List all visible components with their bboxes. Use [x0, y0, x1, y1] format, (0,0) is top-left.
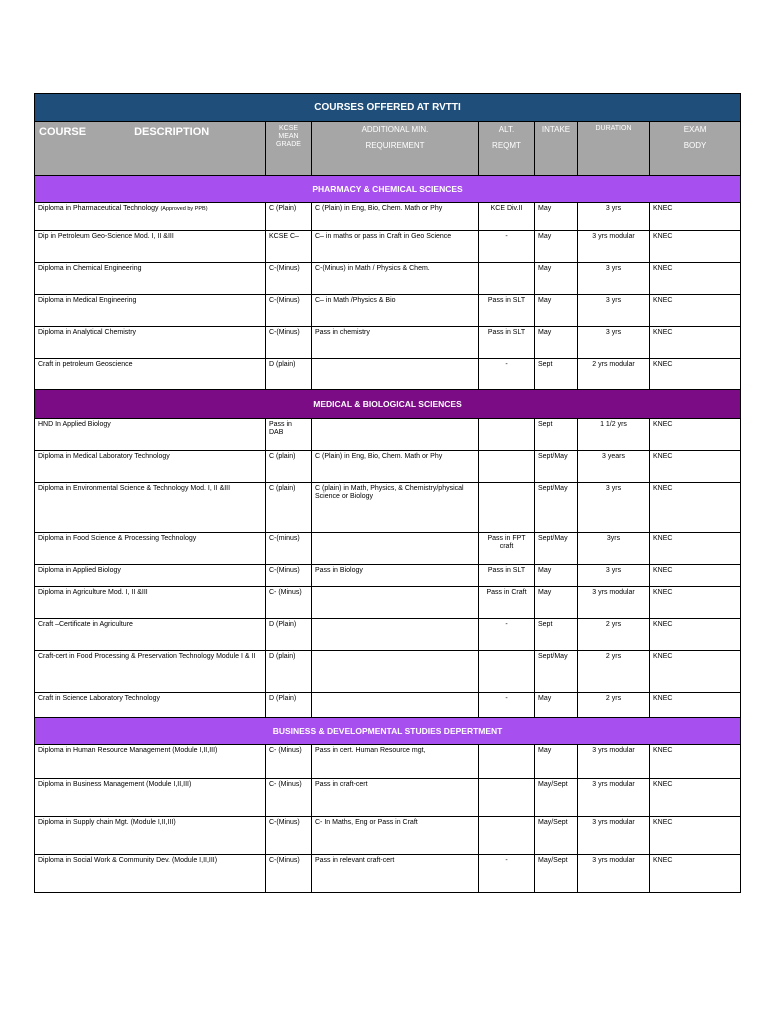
exam-body-text: KNEC: [653, 781, 673, 788]
additional-requirement-cell: [312, 619, 479, 651]
course-cell: [35, 651, 266, 693]
alt-requirement-text: Pass in SLT: [487, 567, 526, 574]
course-cell: [35, 295, 266, 327]
kcse-grade-text: KCSE C–: [269, 233, 299, 240]
course-text: HND In Applied Biology: [38, 421, 111, 428]
table-row: [35, 327, 741, 359]
table-row: [35, 533, 741, 565]
kcse-grade-cell: [266, 565, 312, 587]
kcse-grade-cell: [266, 651, 312, 693]
alt-requirement-cell: [479, 231, 535, 263]
course-cell: [35, 533, 266, 565]
intake-text: May: [538, 747, 552, 754]
kcse-grade-cell: [266, 779, 312, 817]
exam-body-text: KNEC: [653, 535, 673, 542]
exam-body-cell: [650, 693, 741, 718]
course-cell: [35, 587, 266, 619]
course-cell: [35, 779, 266, 817]
exam-body-cell: [650, 231, 741, 263]
intake-cell: [535, 533, 578, 565]
course-cell: [35, 693, 266, 718]
intake-cell: [535, 231, 578, 263]
duration-text: 3 yrs: [605, 265, 622, 272]
kcse-grade-text: C-(Minus): [269, 819, 300, 826]
header-additional-line1: ADDITIONAL MIN.: [361, 125, 429, 134]
header-additional-requirement: [312, 122, 479, 176]
exam-body-cell: [650, 203, 741, 231]
column-header-row: [35, 122, 741, 176]
header-exam-body: [650, 122, 741, 176]
alt-requirement-cell: [479, 203, 535, 231]
courses-table-body: [35, 176, 741, 893]
additional-requirement-text: Pass in cert. Human Resource mgt,: [315, 747, 426, 754]
duration-text: 2 yrs modular: [592, 361, 635, 368]
intake-text: May: [538, 329, 552, 336]
table-row: [35, 359, 741, 390]
additional-requirement-text: Pass in relevant craft-cert: [315, 857, 395, 864]
table-row: [35, 745, 741, 779]
kcse-grade-text: C-(Minus): [269, 329, 300, 336]
additional-requirement-text: C- In Maths, Eng or Pass in Craft: [315, 819, 418, 826]
section-header-row: [35, 390, 741, 419]
exam-body-cell: [650, 451, 741, 483]
additional-requirement-cell: [312, 295, 479, 327]
additional-requirement-text: Pass in Biology: [315, 567, 363, 574]
additional-requirement-cell: [312, 483, 479, 533]
duration-text: 3 yrs modular: [592, 819, 635, 826]
course-text: Diploma in Agriculture Mod. I, II &III: [38, 589, 148, 596]
exam-body-cell: [650, 327, 741, 359]
additional-requirement-text: C– in Math /Physics & Bio: [315, 297, 396, 304]
kcse-grade-text: C- (Minus): [269, 747, 302, 754]
additional-requirement-cell: [312, 231, 479, 263]
intake-text: May: [538, 297, 552, 304]
intake-cell: [535, 263, 578, 295]
course-text: Diploma in Medical Laboratory Technology: [38, 453, 170, 460]
alt-requirement-text: -: [505, 695, 508, 702]
intake-cell: [535, 855, 578, 893]
exam-body-text: KNEC: [653, 329, 673, 336]
course-cell: [35, 359, 266, 390]
course-text: Craft –Certificate in Agriculture: [38, 621, 133, 628]
course-text: Diploma in Supply chain Mgt. (Module I,II,III): [38, 819, 176, 826]
exam-body-cell: [650, 295, 741, 327]
kcse-grade-text: C (Plain): [269, 205, 297, 212]
additional-requirement-text: Pass in craft-cert: [315, 781, 368, 788]
alt-requirement-text: Pass in SLT: [487, 297, 526, 304]
exam-body-cell: [650, 359, 741, 390]
course-cell: [35, 565, 266, 587]
exam-body-text: KNEC: [653, 621, 673, 628]
exam-body-cell: [650, 779, 741, 817]
additional-requirement-cell: [312, 359, 479, 390]
table-row: [35, 203, 741, 231]
kcse-grade-cell: [266, 359, 312, 390]
kcse-grade-text: C-(Minus): [269, 265, 300, 272]
kcse-grade-cell: [266, 263, 312, 295]
intake-text: May: [538, 233, 552, 240]
duration-text: 3yrs: [606, 535, 621, 542]
duration-text: 3 yrs modular: [592, 781, 635, 788]
exam-body-text: KNEC: [653, 265, 673, 272]
course-text: Diploma in Food Science & Processing Technology: [38, 535, 197, 542]
exam-body-text: KNEC: [653, 233, 673, 240]
intake-text: Sept/May: [538, 485, 568, 492]
duration-cell: [578, 231, 650, 263]
exam-body-text: KNEC: [653, 361, 673, 368]
courses-document: [34, 93, 740, 893]
table-row: [35, 565, 741, 587]
header-intake: INTAKE: [535, 122, 578, 176]
additional-requirement-cell: [312, 451, 479, 483]
kcse-grade-text: C-(Minus): [269, 297, 300, 304]
exam-body-text: KNEC: [653, 819, 673, 826]
course-note: (Approved by PPB): [160, 206, 208, 212]
additional-requirement-cell: [312, 817, 479, 855]
alt-requirement-cell: [479, 263, 535, 295]
table-row: [35, 263, 741, 295]
course-cell: [35, 327, 266, 359]
courses-table: [34, 93, 741, 893]
duration-text: 3 yrs modular: [592, 747, 635, 754]
intake-text: May: [538, 205, 552, 212]
duration-text: 3 years: [602, 453, 625, 460]
exam-body-cell: [650, 263, 741, 295]
kcse-grade-cell: [266, 587, 312, 619]
alt-requirement-cell: [479, 419, 535, 451]
alt-requirement-text: Pass in FPT craft: [487, 535, 526, 550]
additional-requirement-cell: [312, 745, 479, 779]
table-row: [35, 817, 741, 855]
alt-requirement-text: -: [505, 233, 508, 240]
alt-requirement-text: -: [505, 361, 508, 368]
kcse-grade-text: C-(Minus): [269, 857, 300, 864]
duration-cell: [578, 203, 650, 231]
kcse-grade-text: Pass in DAB: [269, 421, 292, 436]
header-alt-requirement: [479, 122, 535, 176]
additional-requirement-cell: [312, 327, 479, 359]
table-row: [35, 295, 741, 327]
duration-cell: [578, 693, 650, 718]
section-title: BUSINESS & DEVELOPMENTAL STUDIES DEPERTMENT: [35, 718, 741, 745]
course-cell: [35, 451, 266, 483]
duration-cell: [578, 651, 650, 693]
additional-requirement-cell: [312, 855, 479, 893]
additional-requirement-cell: [312, 565, 479, 587]
alt-requirement-cell: [479, 619, 535, 651]
section-title: PHARMACY & CHEMICAL SCIENCES: [35, 176, 741, 203]
intake-text: May/Sept: [538, 819, 568, 826]
course-text: Diploma in Business Management (Module I,II,III): [38, 781, 192, 788]
additional-requirement-text: C-(Minus) in Math / Physics & Chem.: [315, 265, 430, 272]
duration-cell: [578, 295, 650, 327]
exam-body-text: KNEC: [653, 695, 673, 702]
table-row: [35, 619, 741, 651]
duration-cell: [578, 533, 650, 565]
intake-cell: [535, 587, 578, 619]
duration-text: 3 yrs: [605, 485, 622, 492]
section-title: MEDICAL & BIOLOGICAL SCIENCES: [35, 390, 741, 419]
intake-cell: [535, 565, 578, 587]
alt-requirement-cell: [479, 855, 535, 893]
course-cell: [35, 619, 266, 651]
course-cell: [35, 263, 266, 295]
kcse-grade-text: C- (Minus): [269, 781, 302, 788]
intake-cell: [535, 359, 578, 390]
alt-requirement-text: KCE Div.II: [490, 205, 523, 212]
kcse-grade-cell: [266, 451, 312, 483]
exam-body-text: KNEC: [653, 297, 673, 304]
header-exam-line2: BODY: [683, 141, 707, 150]
duration-cell: [578, 779, 650, 817]
additional-requirement-text: C– in maths or pass in Craft in Geo Science: [315, 233, 452, 240]
intake-text: Sept/May: [538, 453, 568, 460]
intake-cell: [535, 745, 578, 779]
alt-requirement-cell: [479, 483, 535, 533]
exam-body-text: KNEC: [653, 653, 673, 660]
intake-text: May: [538, 265, 552, 272]
header-course-label: COURSE: [39, 126, 87, 138]
duration-cell: [578, 263, 650, 295]
additional-requirement-cell: [312, 263, 479, 295]
kcse-grade-cell: [266, 231, 312, 263]
section-header-row: [35, 718, 741, 745]
intake-cell: [535, 651, 578, 693]
alt-requirement-cell: [479, 451, 535, 483]
table-row: [35, 693, 741, 718]
duration-cell: [578, 587, 650, 619]
duration-text: 2 yrs: [605, 695, 622, 702]
duration-cell: [578, 855, 650, 893]
kcse-grade-cell: [266, 203, 312, 231]
kcse-grade-text: C-(Minus): [269, 567, 300, 574]
intake-text: Sept: [538, 361, 553, 368]
course-text: Diploma in Environmental Science & Technology Mod. I, II &III: [38, 485, 231, 492]
kcse-grade-text: C (plain): [269, 453, 296, 460]
exam-body-text: KNEC: [653, 205, 673, 212]
header-course: [35, 122, 266, 176]
exam-body-text: KNEC: [653, 857, 673, 864]
kcse-grade-cell: [266, 483, 312, 533]
duration-cell: [578, 565, 650, 587]
exam-body-cell: [650, 587, 741, 619]
intake-cell: [535, 817, 578, 855]
kcse-grade-cell: [266, 419, 312, 451]
header-description-label: DESCRIPTION: [134, 126, 210, 138]
duration-text: 3 yrs: [605, 297, 622, 304]
course-text: Diploma in Medical Engineering: [38, 297, 137, 304]
course-text: Diploma in Analytical Chemistry: [38, 329, 137, 336]
additional-requirement-text: C (plain) in Math, Physics, & Chemistry/physical Science or Biology: [315, 485, 464, 500]
exam-body-cell: [650, 855, 741, 893]
kcse-grade-cell: [266, 327, 312, 359]
duration-text: 2 yrs: [605, 653, 622, 660]
duration-text: 1 1/2 yrs: [600, 421, 627, 428]
additional-requirement-cell: [312, 587, 479, 619]
alt-requirement-cell: [479, 533, 535, 565]
alt-requirement-cell: [479, 327, 535, 359]
exam-body-text: KNEC: [653, 567, 673, 574]
intake-text: May: [538, 695, 552, 702]
kcse-grade-text: D (Plain): [269, 621, 297, 628]
duration-cell: [578, 359, 650, 390]
duration-text: 3 yrs: [605, 205, 622, 212]
course-text: Craft-cert in Food Processing & Preservation Technology Module I & II: [38, 653, 256, 660]
alt-requirement-cell: [479, 693, 535, 718]
table-row: [35, 855, 741, 893]
duration-cell: [578, 619, 650, 651]
table-row: [35, 451, 741, 483]
duration-cell: [578, 745, 650, 779]
intake-text: Sept/May: [538, 535, 568, 542]
course-cell: [35, 419, 266, 451]
duration-text: 3 yrs: [605, 567, 622, 574]
course-cell: [35, 483, 266, 533]
header-alt-line1: ALT.: [498, 125, 515, 134]
alt-requirement-cell: [479, 745, 535, 779]
header-exam-line1: EXAM: [683, 125, 707, 134]
course-text: Diploma in Pharmaceutical Technology: [38, 205, 159, 212]
exam-body-text: KNEC: [653, 589, 673, 596]
exam-body-text: KNEC: [653, 747, 673, 754]
table-row: [35, 231, 741, 263]
table-row: [35, 651, 741, 693]
kcse-grade-cell: [266, 533, 312, 565]
additional-requirement-text: Pass in chemistry: [315, 329, 370, 336]
header-alt-line2: REQMT: [492, 141, 521, 150]
table-row: [35, 419, 741, 451]
alt-requirement-cell: [479, 295, 535, 327]
exam-body-cell: [650, 619, 741, 651]
intake-text: May/Sept: [538, 781, 568, 788]
additional-requirement-cell: [312, 693, 479, 718]
course-text: Diploma in Human Resource Management (Module I,II,III): [38, 747, 218, 754]
course-text: Craft in Science Laboratory Technology: [38, 695, 161, 702]
course-cell: [35, 855, 266, 893]
intake-cell: [535, 451, 578, 483]
intake-text: May: [538, 589, 552, 596]
course-text: Diploma in Chemical Engineering: [38, 265, 142, 272]
intake-text: Sept: [538, 621, 553, 628]
table-row: [35, 483, 741, 533]
kcse-grade-text: C-(minus): [269, 535, 300, 542]
duration-cell: [578, 451, 650, 483]
exam-body-cell: [650, 419, 741, 451]
kcse-grade-text: C (plain): [269, 485, 296, 492]
alt-requirement-text: -: [505, 621, 508, 628]
duration-cell: [578, 419, 650, 451]
alt-requirement-text: -: [505, 857, 508, 864]
kcse-grade-text: D (plain): [269, 361, 296, 368]
alt-requirement-cell: [479, 587, 535, 619]
kcse-grade-cell: [266, 745, 312, 779]
kcse-grade-cell: [266, 619, 312, 651]
additional-requirement-cell: [312, 779, 479, 817]
additional-requirement-cell: [312, 419, 479, 451]
additional-requirement-cell: [312, 651, 479, 693]
intake-text: May: [538, 567, 552, 574]
intake-cell: [535, 419, 578, 451]
course-text: Dip in Petroleum Geo-Science Mod. I, II &III: [38, 233, 174, 240]
intake-cell: [535, 295, 578, 327]
exam-body-cell: [650, 651, 741, 693]
course-cell: [35, 203, 266, 231]
exam-body-cell: [650, 533, 741, 565]
table-title: COURSES OFFERED AT RVTTI: [35, 94, 741, 122]
course-cell: [35, 817, 266, 855]
kcse-grade-text: C- (Minus): [269, 589, 302, 596]
exam-body-cell: [650, 565, 741, 587]
duration-text: 3 yrs modular: [592, 233, 635, 240]
table-row: [35, 779, 741, 817]
intake-cell: [535, 203, 578, 231]
kcse-grade-cell: [266, 295, 312, 327]
header-kcse-grade: KCSE MEAN GRADE: [266, 122, 312, 176]
alt-requirement-cell: [479, 651, 535, 693]
intake-cell: [535, 693, 578, 718]
alt-requirement-cell: [479, 565, 535, 587]
exam-body-text: KNEC: [653, 453, 673, 460]
duration-cell: [578, 817, 650, 855]
additional-requirement-cell: [312, 203, 479, 231]
exam-body-text: KNEC: [653, 485, 673, 492]
kcse-grade-cell: [266, 817, 312, 855]
intake-text: Sept/May: [538, 653, 568, 660]
intake-cell: [535, 619, 578, 651]
duration-text: 3 yrs: [605, 329, 622, 336]
alt-requirement-cell: [479, 359, 535, 390]
duration-text: 3 yrs modular: [592, 589, 635, 596]
alt-requirement-cell: [479, 779, 535, 817]
course-text: Craft in petroleum Geoscience: [38, 361, 133, 368]
exam-body-cell: [650, 817, 741, 855]
kcse-grade-text: D (Plain): [269, 695, 297, 702]
kcse-grade-cell: [266, 693, 312, 718]
additional-requirement-text: C (Plain) in Eng, Bio, Chem. Math or Phy: [315, 205, 443, 212]
exam-body-cell: [650, 745, 741, 779]
duration-cell: [578, 483, 650, 533]
alt-requirement-text: Pass in SLT: [487, 329, 526, 336]
section-header-row: [35, 176, 741, 203]
additional-requirement-cell: [312, 533, 479, 565]
duration-text: 3 yrs modular: [592, 857, 635, 864]
duration-text: 2 yrs: [605, 621, 622, 628]
kcse-grade-cell: [266, 855, 312, 893]
exam-body-text: KNEC: [653, 421, 673, 428]
course-cell: [35, 231, 266, 263]
intake-cell: [535, 779, 578, 817]
course-cell: [35, 745, 266, 779]
intake-text: May/Sept: [538, 857, 568, 864]
alt-requirement-text: Pass in Craft: [486, 589, 527, 596]
intake-text: Sept: [538, 421, 553, 428]
intake-cell: [535, 327, 578, 359]
header-additional-line2: REQUIREMENT: [365, 141, 425, 150]
header-duration: DURATION: [578, 122, 650, 176]
exam-body-cell: [650, 483, 741, 533]
course-text: Diploma in Applied Biology: [38, 567, 121, 574]
course-text: Diploma in Social Work & Community Dev. (Module I,II,III): [38, 857, 218, 864]
kcse-grade-text: D (plain): [269, 653, 296, 660]
additional-requirement-text: C (Plain) in Eng, Bio, Chem. Math or Phy: [315, 453, 443, 460]
alt-requirement-cell: [479, 817, 535, 855]
intake-cell: [535, 483, 578, 533]
table-row: [35, 587, 741, 619]
duration-cell: [578, 327, 650, 359]
